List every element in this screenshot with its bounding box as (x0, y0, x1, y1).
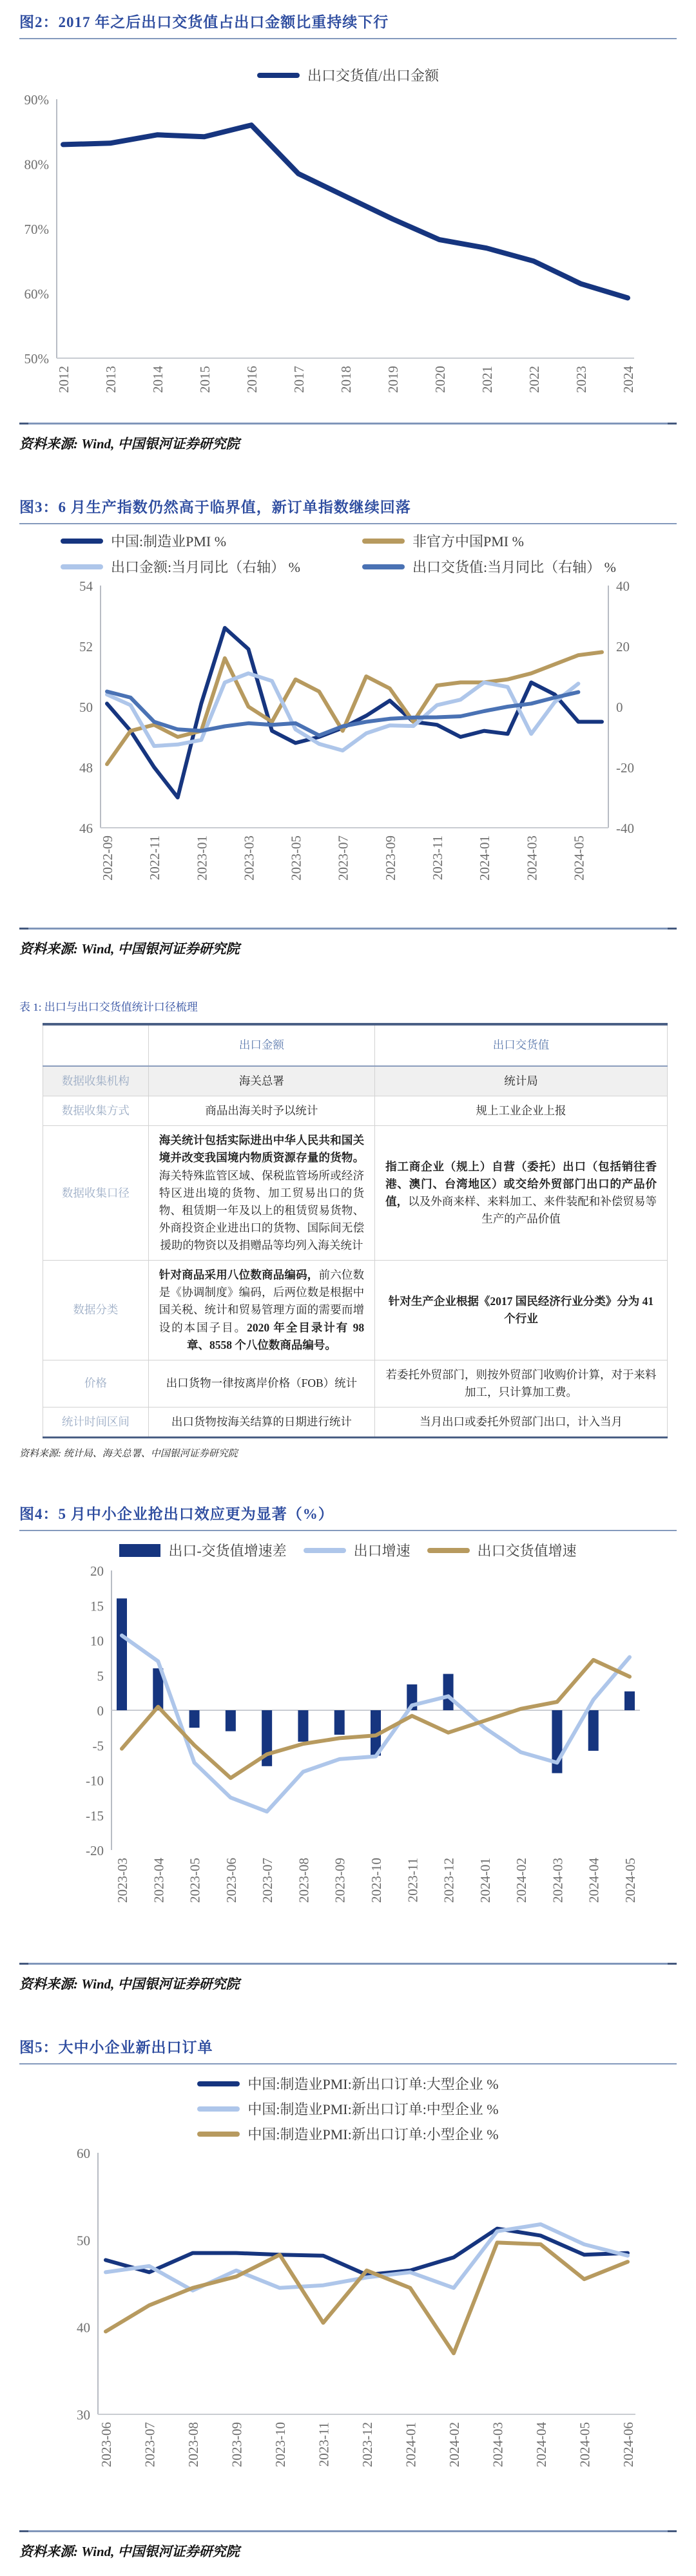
line-swatch (362, 564, 405, 569)
svg-text:2019: 2019 (385, 366, 401, 393)
table-row (43, 1126, 668, 1261)
svg-text:2023: 2023 (574, 366, 589, 393)
svg-text:2023-09: 2023-09 (332, 1858, 348, 1903)
svg-text:2023-06: 2023-06 (223, 1858, 239, 1903)
svg-text:2024-04: 2024-04 (534, 2422, 549, 2468)
svg-text:52: 52 (79, 639, 93, 654)
svg-text:2023-07: 2023-07 (335, 835, 351, 881)
svg-text:40: 40 (77, 2320, 90, 2336)
title-divider (19, 38, 677, 39)
table-row (43, 1096, 668, 1126)
figure2-chart (19, 88, 677, 423)
svg-text:2023-09: 2023-09 (229, 2422, 245, 2468)
table-cell: 若委托外贸部门，则按外贸部门收购价计算，对于来料加工，只计算加工费。 (375, 1360, 668, 1407)
table-cell: 海关总署 (148, 1066, 374, 1096)
svg-text:50%: 50% (24, 351, 49, 367)
legend-item (197, 2124, 498, 2144)
svg-text:2023-12: 2023-12 (360, 2422, 375, 2468)
legend-label: 非官方中国PMI % (412, 533, 524, 549)
svg-text:20: 20 (90, 1563, 104, 1579)
svg-text:2022-09: 2022-09 (100, 835, 115, 881)
figure4-block (19, 1497, 677, 1993)
title-divider (19, 523, 677, 524)
svg-text:2024-05: 2024-05 (571, 835, 587, 881)
header-cell-export-delivery: 出口交货值 (375, 1024, 668, 1066)
line-swatch (362, 539, 405, 544)
svg-text:30: 30 (77, 2407, 90, 2423)
table-cell: 针对商品采用八位数商品编码，前六位数是《协调制度》编码，后两位数是根据中国关税、统计和贸易管理方面的需要而增设的本国子目。2020 年全目录计有 98 章、8558 个八位数商品编号。 (148, 1261, 374, 1360)
row-label: 数据收集机构 (43, 1066, 149, 1096)
legend-label: 出口交货值/出口金额 (307, 68, 440, 84)
figure2-block (19, 5, 677, 453)
table-row (43, 1360, 668, 1407)
svg-text:2023-03: 2023-03 (241, 835, 257, 881)
svg-text:2023-07: 2023-07 (260, 1858, 276, 1903)
line-swatch (197, 2106, 240, 2112)
legend-label: 中国:制造业PMI:新出口订单:大型企业 % (247, 2076, 499, 2093)
svg-text:70%: 70% (24, 222, 49, 237)
table-cell: 当月出口或委托外贸部门出口，计入当月 (375, 1407, 668, 1438)
svg-text:2023-04: 2023-04 (151, 1858, 167, 1903)
line-swatch (197, 2132, 240, 2137)
legend-item (61, 557, 362, 577)
legend-label: 出口-交货值增速差 (168, 1543, 287, 1560)
table1-title: 表 1: 出口与出口交货值统计口径梳理 (19, 1001, 198, 1013)
svg-text:2023-11: 2023-11 (430, 835, 445, 881)
svg-text:2024-02: 2024-02 (447, 2422, 462, 2468)
svg-text:0: 0 (97, 1703, 104, 1719)
svg-text:2023-08: 2023-08 (296, 1858, 312, 1903)
figure3-source: 资料来源: Wind, 中国银河证券研究院 (19, 941, 240, 957)
figure5-source: 资料来源: Wind, 中国银河证券研究院 (19, 2544, 240, 2560)
header-cell-empty (43, 1024, 149, 1066)
table-header-row (43, 1024, 668, 1066)
svg-text:2022-11: 2022-11 (147, 835, 163, 881)
figure4-legend (19, 1540, 677, 1560)
row-label: 统计时间区间 (43, 1407, 149, 1438)
figure2-title: 图2：2017 年之后出口交货值占出口金额比重持续下行 (19, 14, 389, 30)
figure5-legend (197, 2074, 498, 2144)
svg-text:2023-07: 2023-07 (142, 2422, 158, 2468)
svg-text:15: 15 (90, 1598, 104, 1614)
svg-text:90%: 90% (24, 92, 49, 108)
table1-block (19, 995, 677, 1460)
legend-item (61, 531, 362, 551)
figure3-title: 图3：6 月生产指数仍然高于临界值，新订单指数继续回落 (19, 499, 411, 515)
line-swatch (197, 2081, 240, 2086)
svg-text:2023-12: 2023-12 (441, 1858, 457, 1903)
svg-text:-20: -20 (616, 760, 634, 776)
svg-text:5: 5 (97, 1668, 104, 1684)
line-swatch (257, 73, 300, 78)
bar-swatch (119, 1544, 160, 1557)
svg-text:46: 46 (79, 821, 93, 836)
svg-text:60%: 60% (24, 286, 49, 302)
svg-text:40: 40 (616, 578, 630, 594)
legend-label: 中国:制造业PMI % (111, 533, 227, 549)
title-divider (19, 2063, 677, 2065)
svg-text:0: 0 (616, 700, 623, 715)
svg-text:80%: 80% (24, 157, 49, 173)
svg-text:2014: 2014 (150, 366, 166, 393)
svg-text:2023-06: 2023-06 (99, 2422, 114, 2468)
svg-text:48: 48 (79, 760, 93, 776)
line-swatch (61, 539, 103, 544)
svg-text:2018: 2018 (338, 366, 354, 393)
svg-text:2024-03: 2024-03 (524, 835, 540, 881)
svg-text:-20: -20 (86, 1843, 104, 1859)
svg-text:2015: 2015 (197, 366, 213, 393)
row-label: 数据收集方式 (43, 1096, 149, 1126)
row-label: 数据收集口径 (43, 1126, 149, 1261)
table-cell: 出口货物一律按离岸价格（FOB）统计 (148, 1360, 374, 1407)
line-swatch (304, 1548, 346, 1553)
figure2-legend (19, 65, 677, 85)
row-label: 价格 (43, 1360, 149, 1407)
svg-text:-15: -15 (86, 1808, 104, 1824)
figure2-source: 资料来源: Wind, 中国银河证券研究院 (19, 436, 240, 452)
legend-item (362, 557, 677, 577)
svg-text:2024-01: 2024-01 (477, 1858, 493, 1903)
svg-text:-40: -40 (616, 821, 634, 836)
figure5-block (19, 2030, 677, 2561)
legend-item (362, 531, 677, 551)
svg-text:2023-11: 2023-11 (316, 2422, 332, 2467)
svg-text:50: 50 (77, 2233, 90, 2249)
svg-text:2024-02: 2024-02 (514, 1858, 530, 1903)
svg-text:2023-10: 2023-10 (369, 1858, 384, 1903)
legend-label: 中国:制造业PMI:新出口订单:中型企业 % (247, 2101, 499, 2118)
header-cell-export-amount: 出口金额 (148, 1024, 374, 1066)
svg-text:60: 60 (77, 2146, 90, 2162)
svg-text:50: 50 (79, 700, 93, 715)
legend-item (427, 1540, 577, 1560)
table-cell: 针对生产企业根据《2017 国民经济行业分类》分为 41 个行业 (375, 1261, 668, 1360)
table-row (43, 1066, 668, 1096)
svg-text:2024-01: 2024-01 (477, 835, 493, 881)
svg-text:2024-04: 2024-04 (586, 1858, 602, 1903)
stat-table (43, 1023, 668, 1438)
svg-text:2024-05: 2024-05 (577, 2422, 593, 2468)
svg-text:2024-03: 2024-03 (490, 2422, 506, 2468)
line-swatch (61, 564, 103, 569)
figure3-chart (19, 577, 677, 928)
line-swatch (427, 1548, 470, 1553)
svg-text:2023-08: 2023-08 (186, 2422, 201, 2468)
svg-text:2021: 2021 (479, 366, 495, 393)
legend-label: 出口交货值:当月同比（右轴） % (412, 559, 616, 575)
title-divider (19, 1530, 677, 1531)
svg-text:2023-05: 2023-05 (288, 835, 304, 881)
table-cell: 统计局 (375, 1066, 668, 1096)
svg-text:2016: 2016 (244, 366, 260, 393)
row-label: 数据分类 (43, 1261, 149, 1360)
figure3-legend (19, 531, 677, 577)
svg-text:2023-10: 2023-10 (273, 2422, 288, 2468)
legend-label: 中国:制造业PMI:新出口订单:小型企业 % (247, 2126, 499, 2143)
table-cell: 指工商企业（规上）自营（委托）出口（包括销往香港、澳门、台湾地区）或交给外贸部门出口的产品价值，以及外商来样、来料加工、来件装配和补偿贸易等生产的产品价值 (375, 1126, 668, 1261)
legend-item (304, 1540, 411, 1560)
svg-text:2024-03: 2024-03 (550, 1858, 566, 1903)
table-cell: 海关统计包括实际进出中华人民共和国关境并改变我国境内物质资源存量的货物。海关特殊监管区域、保税监管场所或经济特区进出境的货物、加工贸易出口的货物、租赁期一年及以上的租赁贸易货物、外商投资企业进出口的货物、国际间无偿援助的物资以及捐赠品等均列入海关统计 (148, 1126, 374, 1261)
svg-text:2023-05: 2023-05 (187, 1858, 203, 1903)
svg-text:20: 20 (616, 639, 630, 654)
legend-label: 出口金额:当月同比（右轴） % (111, 559, 300, 575)
figure5-title: 图5：大中小企业新出口订单 (19, 2039, 213, 2056)
svg-text:2024-06: 2024-06 (621, 2422, 636, 2468)
svg-text:-5: -5 (92, 1738, 104, 1754)
svg-text:2024: 2024 (621, 366, 636, 393)
svg-text:2017: 2017 (291, 366, 307, 393)
svg-text:2023-01: 2023-01 (194, 835, 210, 881)
table-row (43, 1407, 668, 1438)
table-cell: 出口货物按海关结算的日期进行统计 (148, 1407, 374, 1438)
legend-item (119, 1540, 286, 1560)
figure3-block (19, 490, 677, 958)
svg-text:2024-05: 2024-05 (623, 1858, 638, 1903)
svg-text:2012: 2012 (56, 366, 72, 393)
legend-item (197, 2099, 498, 2119)
svg-text:2022: 2022 (527, 366, 542, 393)
table-cell: 规上工业企业上报 (375, 1096, 668, 1126)
legend-item (257, 65, 439, 85)
figure4-chart (19, 1560, 677, 1963)
legend-label: 出口增速 (353, 1543, 411, 1560)
legend-item (197, 2074, 498, 2094)
svg-text:54: 54 (79, 578, 93, 594)
legend-label: 出口交货值增速 (477, 1543, 577, 1560)
table-cell: 商品出海关时予以统计 (148, 1096, 374, 1126)
svg-text:2024-01: 2024-01 (403, 2422, 419, 2468)
table-row (43, 1261, 668, 1360)
table1-source: 资料来源: 统计局、海关总署、中国银河证券研究院 (19, 1449, 238, 1460)
svg-text:2023-09: 2023-09 (382, 835, 398, 881)
svg-text:10: 10 (90, 1633, 104, 1649)
svg-text:2020: 2020 (432, 366, 448, 393)
svg-text:2023-03: 2023-03 (115, 1858, 130, 1903)
figure5-chart (19, 2144, 677, 2530)
figure4-source: 资料来源: Wind, 中国银河证券研究院 (19, 1976, 240, 1992)
svg-text:-10: -10 (86, 1773, 104, 1789)
figure4-title: 图4：5 月中小企业抢出口效应更为显著（%） (19, 1506, 334, 1523)
svg-text:2023-11: 2023-11 (405, 1858, 421, 1903)
svg-text:2013: 2013 (103, 366, 119, 393)
